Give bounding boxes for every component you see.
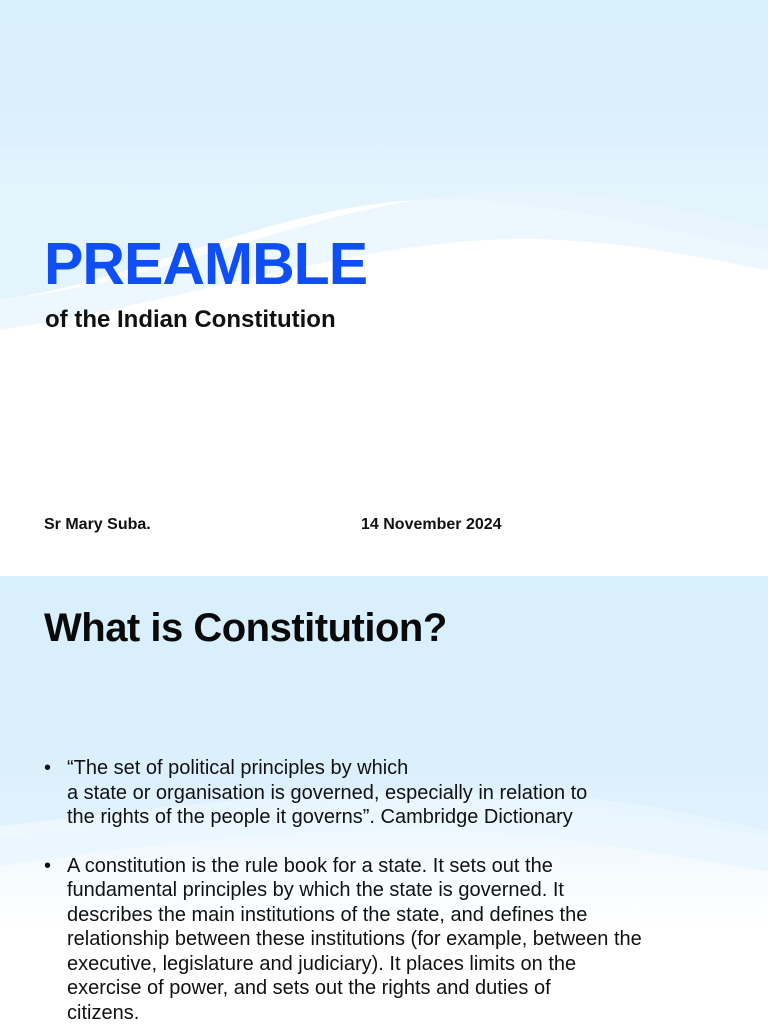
- bullet-text-line: A constitution is the rule book for a state. It sets out the: [67, 854, 553, 877]
- presentation-subtitle: of the Indian Constitution: [45, 306, 336, 333]
- bullet-item: [44, 854, 734, 1024]
- bullet-text-line: exercise of power, and sets out the rights and duties of: [67, 977, 551, 999]
- presentation-title: PREAMBLE: [44, 231, 368, 297]
- presentation-date: 14 November 2024: [361, 516, 502, 533]
- bullet-text-line: relationship between these institutions (for example, between the: [67, 928, 642, 950]
- bullet-text-line: citizens.: [67, 1001, 140, 1024]
- content-slide: [0, 576, 768, 1024]
- slide-heading: What is Constitution?: [44, 606, 447, 650]
- bullet-text-line: fundamental principles by which the state is governed. It: [67, 879, 564, 901]
- bullet-icon: •: [44, 757, 52, 779]
- bullet-text-line: “The set of political principles by which: [67, 757, 409, 779]
- bullet-text-line: the rights of the people it governs”. Cambridge Dictionary: [67, 806, 573, 828]
- bullet-text-line: a state or organisation is governed, especially in relation to: [67, 781, 588, 804]
- bullet-text-line: describes the main institutions of the state, and defines the: [67, 903, 588, 926]
- bullet-icon: •: [44, 854, 52, 877]
- bullet-list: [44, 756, 734, 1024]
- author-name: Sr Mary Suba.: [44, 516, 151, 533]
- bullet-text-line: executive, legislature and judiciary). It places limits on the: [67, 952, 577, 975]
- bullet-item: [44, 756, 734, 830]
